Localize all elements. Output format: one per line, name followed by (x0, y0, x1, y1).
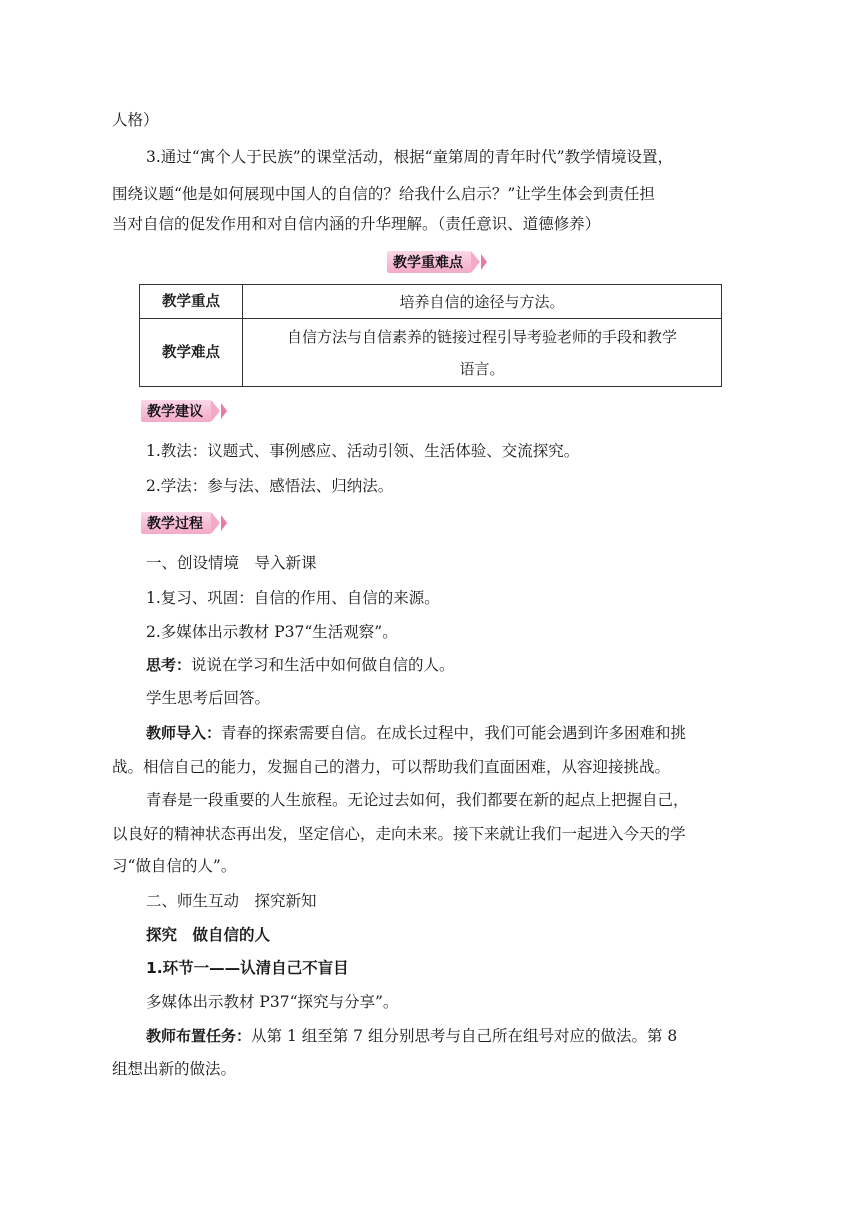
heading-arrow-icon (211, 400, 220, 422)
answer-paragraph: 学生思考后回答。 (146, 689, 271, 707)
table-cell-value (243, 319, 722, 387)
suggestion-heading (141, 399, 227, 423)
explore-title: 探究 做自信的人 (146, 926, 271, 944)
suggestion-item: 2.学法：参与法、感悟法、归纳法。 (146, 477, 394, 495)
step-1-title: 1.环节一——认清自己不盲目 (146, 959, 349, 977)
think-text: 说说在学习和生活中如何做自信的人。 (191, 656, 455, 674)
paragraph-line-3: 习“做自信的人”。 (112, 857, 237, 875)
teacher-intro-line-2: 战。相信自己的能力，发掘自己的潜力，可以帮助我们直面困难，从容迎接挑战。 (112, 758, 671, 776)
table-cell-value-line: 语言。 (459, 359, 505, 378)
goal-3-line-1: 3.通过“寓个人于民族”的课堂活动，根据“童第周的青年时代”教学情境设置， (146, 148, 673, 166)
teacher-intro-line-1 (112, 716, 752, 750)
process-item: 2.多媒体出示教材 P37“生活观察”。 (146, 623, 398, 641)
teacher-intro-text: 青春的探索需要自信。在成长过程中，我们可能会遇到许多困难和挑 (221, 724, 687, 742)
paragraph-line-1: 青春是一段重要的人生旅程。无论过去如何，我们都要在新的起点上把握自己， (146, 791, 689, 809)
table-cell-label: 教学难点 (140, 319, 243, 387)
think-paragraph (112, 648, 752, 682)
heading-arrow-icon (481, 254, 487, 270)
heading-arrow-icon (221, 403, 227, 419)
task-text: 从第 1 组至第 7 组分别思考与自己所在组号对应的做法。第 8 (251, 1027, 678, 1045)
suggestion-heading-label: 教学建议 (141, 400, 211, 422)
process-item: 1.复习、巩固：自信的作用、自信的来源。 (146, 589, 440, 607)
think-label: 思考： (146, 656, 192, 674)
media-paragraph: 多媒体出示教材 P37“探究与分享”。 (146, 993, 399, 1011)
section-2-title: 二、师生互动 探究新知 (146, 892, 317, 910)
suggestion-item: 1.教法：议题式、事例感应、活动引领、生活体验、交流探究。 (146, 442, 580, 460)
heading-arrow-icon (211, 512, 220, 534)
paragraph-line-2: 以良好的精神状态再出发，坚定信心，走向未来。接下来就让我们一起进入今天的学 (112, 825, 686, 843)
key-points-heading-label: 教学重难点 (387, 251, 471, 273)
teacher-intro-label: 教师导入： (146, 724, 222, 742)
table-row (140, 319, 722, 387)
process-heading (141, 511, 227, 535)
goal-3-line-3: 当对自信的促发作用和对自信内涵的升华理解。（责任意识、道德修养） (112, 215, 601, 233)
table-cell-value: 培养自信的途径与方法。 (243, 285, 722, 319)
process-heading-label: 教学过程 (141, 512, 211, 534)
task-line-1 (112, 1019, 752, 1053)
table-cell-label: 教学重点 (140, 285, 243, 319)
key-points-table (139, 284, 722, 387)
section-1-title: 一、创设情境 导入新课 (146, 554, 317, 572)
task-line-2: 组想出新的做法。 (112, 1060, 237, 1078)
intro-line-0: 人格） (112, 111, 159, 129)
goal-3-line-2: 围绕议题“他是如何展现中国人的自信的？给我什么启示？”让学生体会到责任担 (112, 185, 655, 203)
table-row (140, 285, 722, 319)
heading-arrow-icon (221, 515, 227, 531)
key-points-heading (387, 250, 487, 274)
heading-arrow-icon (471, 251, 480, 273)
task-label: 教师布置任务： (146, 1027, 252, 1045)
table-cell-value-line: 自信方法与自信素养的链接过程引导考验老师的手段和教学 (286, 327, 677, 346)
